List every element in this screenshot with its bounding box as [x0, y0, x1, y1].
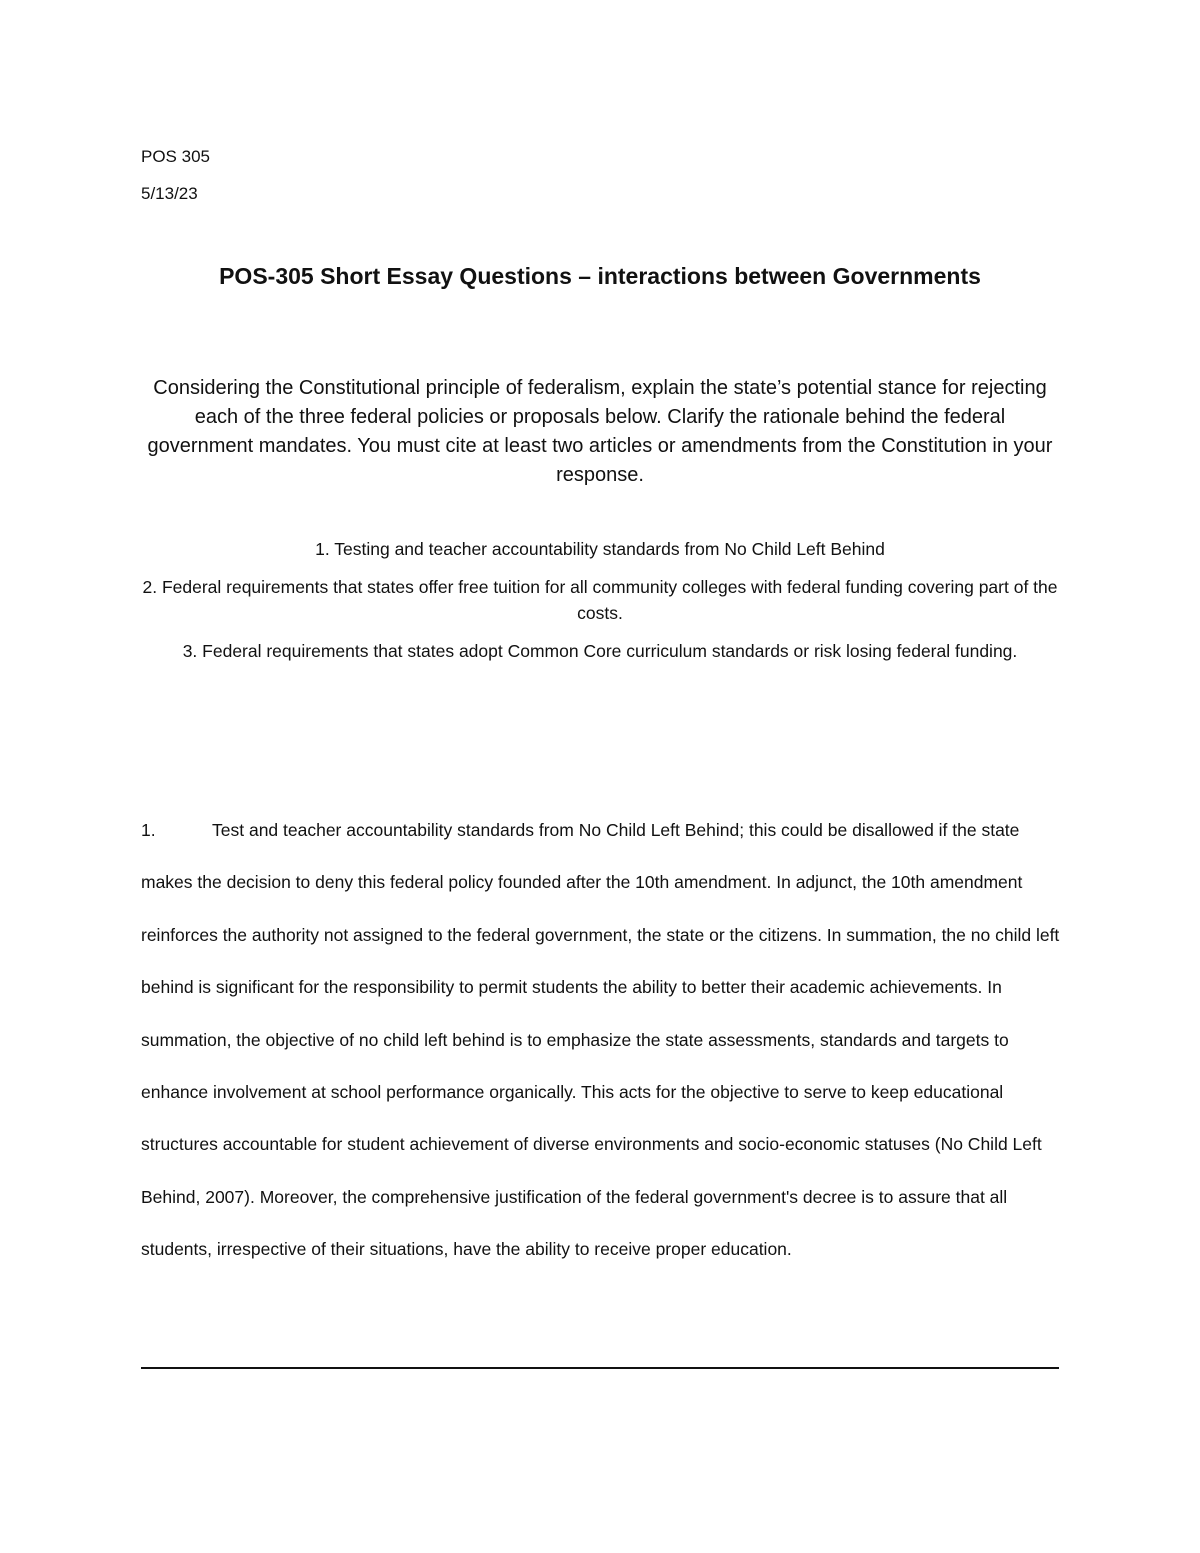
question-item-3: 3. Federal requirements that states adopt Common Core curriculum standards or risk losing federal funding.: [182, 641, 1018, 661]
course-code: POS 305: [141, 147, 210, 166]
essay-prompt: Considering the Constitutional principle of federalism, explain the state’s potential stance for rejecting each of the three federal policies or proposals below. Clarify the rationale behind the federal government mandates. You must cite at least two articles or amendments from the Constitution in your response.: [147, 377, 1053, 486]
answer-paragraph: [141, 804, 1061, 1276]
question-list: [140, 536, 1060, 676]
document-date: 5/13/23: [141, 184, 198, 203]
document-title: POS-305 Short Essay Questions – interactions between Governments: [219, 263, 981, 289]
question-item-1: 1. Testing and teacher accountability standards from No Child Left Behind: [315, 539, 885, 559]
horizontal-rule: [141, 1367, 1059, 1369]
question-item-2: 2. Federal requirements that states offer free tuition for all community colleges with federal funding covering part of the costs.: [142, 577, 1058, 623]
answer-text: Test and teacher accountability standards from No Child Left Behind; this could be disallowed if the state makes the decision to deny this federal policy founded after the 10th amendment. In adjunct, the 10th amendment reinforces the authority not assigned to the federal government, the state or the citizens. In summation, the no child left behind is significant for the responsibility to permit students the ability to better their academic achievements. In summation, the objective of no child left behind is to emphasize the state assessments, standards and targets to enhance involvement at school performance organically. This acts for the objective to serve to keep educational structures accountable for student achievement of diverse environments and socio-economic statuses (No Child Left Behind, 2007). Moreover, the comprehensive justification of the federal government's decree is to assure that all students, irrespective of their situations, have the ability to receive proper education.: [141, 820, 1060, 1260]
answer-number: 1.: [141, 820, 156, 840]
